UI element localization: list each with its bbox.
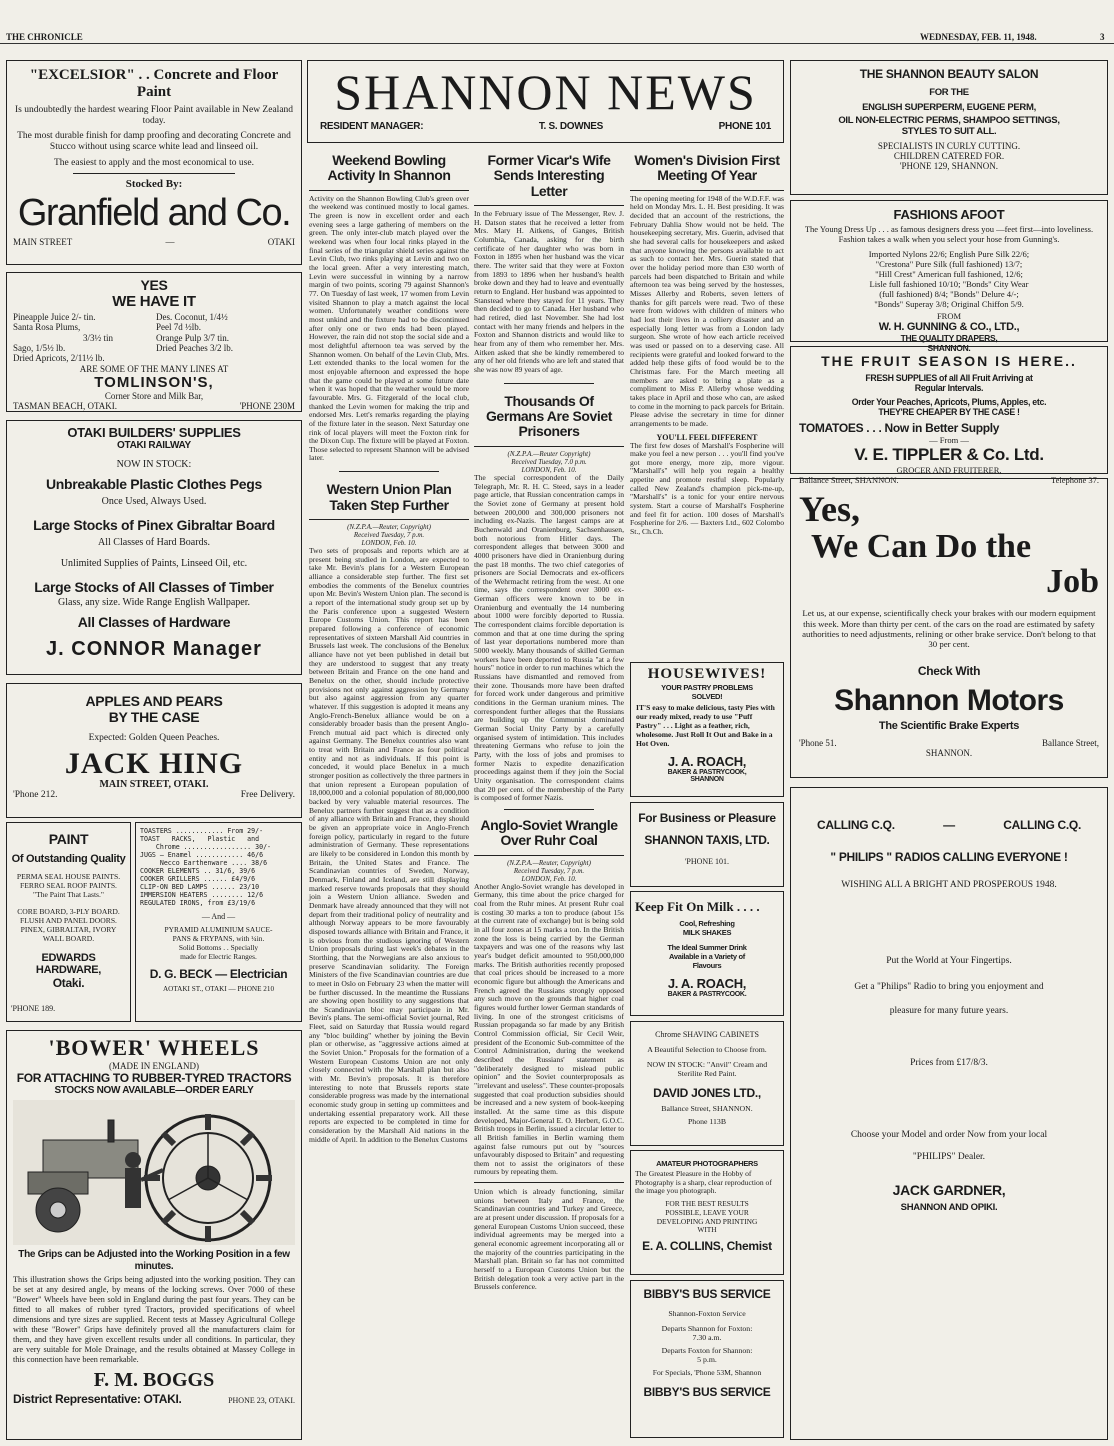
philips-dealer: "PHILIPS" Dealer.	[912, 1152, 986, 1162]
clothes-pegs: Unbreakable Plastic Clothes Pegs	[45, 476, 263, 492]
granfield-dash: —	[165, 237, 175, 248]
western-body: Two sets of proposals and reports which are at present being studied in London, are expected to take Mr. Bevin's plans for a Western European alliance a considerable step further. The first set embodies the comments of the Benelux countries upon Mr. Bevin's Western Union plan. The second is a report of the international study group set up by the Paris conference upon a suggested Western Europe Customs Union. This report has been prepared following a conference of economic representatives of sixteen Marshall Aid countries in Brussels last week. The conclusions of the Benelux alliance have not yet been published in detail but they are understood to suggest that any treaty between Britain and France on the one hand and Benelux on the other, should include protective provisions not only against aggression by Germany but also against aggression from any quarter whatever. If this suggestion is adopted it means any Anglo-French-Benelux alliance would be on a considerably broader basis than the present Anglo-French mutual aid pact which is directed only against Germany. The Benelux countries also want to treat with Britain and France as four political entity and not as individuals. If this point is conceded, it would place Benelux in a much stronger position as collectively the three partners in that union represent a European population of 18,000,000 and a colonial population of 80,000,000 backed by very valuable material resources. The Benelux partners further suggest that as a condition of any alliance with Britain and France, they should be given an appropriate voice in Anglo-French foreign policy, particularly in regard to the future administration of Germany. These representations are likely to be considered in London this month by Britain, the United States and France. The Scandinavian countries of Sweden, Norway, Denmark, Finland and Iceland, are still displaying marked reserve towards proposals that they should join a Western Union alliance. Sweden and Denmark have already announced that they will not depart from their traditional policy of neutrality and although Norway appears to be more favourably disposed towards alliance with Britain and France, it is obvious from the studious ignoring of Western Union proposals during last week's debates in the Storthing, that the Norwegians are also anxious to preserve Scandinavian solidarity. The Foreign Ministers of the five Scandinavian countries are due to meet in Oslo on February 23 when the matter will be further discussed. In the meantime the Russians are showing open hostility to any suggestions that the Scandinavian bloc may participate in Mr. Bevin's plans. The semi-official Soviet journal, Red Fleet, said on Saturday that Russia would regard any "bloc building" whether by joining the Bevin plan or otherwise, as "aggressive actions aimed at the Soviet Union." Proposals for the formation of a Western European Customs Union are not only closely connected with the Marshall plan but also with Mr. Bevin's proposals. It is therefore interesting to note that Brussels reports state considerable progress was made by the international economic study group in setting up committees and undertaking essential preparatory work. All these reports are expected to be completed in time for consideration by the Marshall Aid nations in the middle of April. In addition to the Benelux Customs	[309, 546, 469, 1144]
hard-boards: All Classes of Hard Boards.	[98, 537, 210, 548]
gardner-name: JACK GARDNER,	[892, 1182, 1006, 1198]
wdff-headline: Women's Division First Meeting Of Year	[630, 147, 784, 191]
item-coconut: Des. Coconut, 1/4½	[156, 312, 228, 322]
shannon-taxis-ad	[630, 802, 784, 887]
vicar-body: In the February issue of The Messenger, Rev. J. H. Datson states that he received a letter from Mrs. Mary H. Aitkens, of Ganges, British Columbia, Canada, asking for the birth certificate of her daughter who was born in Foxton in 1895 when her husband was the vicar there. The writer said that they were at Foxton from 1893 to 1896 when her husband's health broke down and they had to leave and eventually return to England. Her husband was appointed to Stanstead where they stayed for 11 years. They then decided to go to Canada. Her husband who had retired, died last November. She had lost contact with her many friends and helpers in the Foxton and Shannon districts and would like to hear from any of them who remember her. Mrs. Aitken asked that she be kindly remembered to any of her old friends who are left and stated that she was now 89 years of age.	[474, 209, 624, 374]
ruhr-received: Received Tuesday, 7 p.m.	[513, 866, 585, 875]
shannon-news-title: SHANNON NEWS	[334, 64, 757, 120]
foxton-time: 5 p.m.	[697, 1355, 717, 1364]
variety: Available in a Variety of	[668, 952, 745, 961]
granfield-town: OTAKI	[267, 237, 295, 248]
germans-dateline: (N.Z.P.A.—Reuter Copyright)	[507, 449, 591, 458]
taxis-phone: 'PHONE 101.	[684, 857, 730, 866]
brake-experts: The Scientific Brake Experts	[878, 719, 1020, 732]
shannon-time: 7.30 a.m.	[692, 1333, 722, 1342]
solved: SOLVED!	[691, 692, 723, 701]
shannon-motors-name: Shannon Motors	[834, 683, 1064, 717]
bibby-title-2: BIBBY'S BUS SERVICE	[643, 1385, 771, 1399]
gunning-ad	[790, 200, 1108, 354]
gunning-intro: The Young Dress Up . . . as famous designers dress you —feet first—into loveliness. Fashion takes a walk when you select your hose from Gunning's.	[804, 224, 1094, 244]
shannon-phone: PHONE 101	[718, 121, 771, 132]
pastry-problems: YOUR PASTRY PROBLEMS	[661, 683, 753, 692]
bibby-title: BIBBY'S BUS SERVICE	[643, 1287, 771, 1301]
district-rep: District Representative: OTAKI.	[13, 1392, 182, 1406]
resident-manager-label: RESIDENT MANAGER:	[320, 121, 424, 132]
bower-title: 'BOWER' WHEELS	[48, 1035, 260, 1060]
check-with: Check With	[917, 663, 981, 678]
hardware-classes: All Classes of Hardware	[77, 614, 231, 630]
roach-pastry-ad	[630, 662, 784, 797]
beauty-salon-ad	[790, 60, 1108, 195]
marshall-body: The first few doses of Marshall's Fospherine will make you feel a new person . . . you'll find you've got more energy, more zip, more vigour. "Marshall's" will help you regain a healthy appetite and promote restful sleep. Popularly called New Zealand's champion pick-me-up, "Marshall's" is a tonic for your entire nervous system. Start a course of Marshall's Fospherine and feel fit for action. 100 doses of Marshall's Fospherine for 2/6. — Baxters Ltd., 602 Colombo St., Ch.Ch.	[630, 440, 784, 537]
motors-body: Let us, at our expense, scientifically check your brakes with our modern equipment this week. More than thirty per cent. of the cars on the road are estimated by safety authorities to need adjustments, relining or other brake service. Don't belong to that 30 per cent.	[802, 608, 1096, 650]
tippler-address: Ballance Street, SHANNON.	[799, 475, 899, 485]
hing-phone: 'Phone 212.	[13, 790, 58, 800]
edwards-hardware-ad	[6, 822, 131, 1022]
beck-price-line: IMMERSION HEATERS ........ 12/6	[140, 891, 264, 900]
order-peaches: Order Your Peaches, Apricots, Plums, Apples, etc.	[851, 397, 1047, 407]
western-received: Received Tuesday, 7 p.m.	[353, 530, 425, 539]
job: Job	[1046, 563, 1099, 601]
marshall-headline: YOU'LL FEEL DIFFERENT	[656, 432, 758, 442]
paints-linseed: Unlimited Supplies of Paints, Linseed Oil, etc.	[60, 558, 248, 569]
item-sago: Sago, 1/5½ lb.	[13, 343, 66, 354]
shannon-news-header	[307, 60, 784, 143]
germans-place: LONDON, Feb. 10.	[521, 465, 577, 474]
shannon-taxis-name: SHANNON TAXIS, LTD.	[644, 833, 770, 847]
hing-address: MAIN STREET, OTAKI.	[99, 779, 209, 790]
edwards-phone: 'PHONE 189.	[11, 1003, 56, 1013]
motors-street: Ballance Street,	[1042, 737, 1099, 748]
fashions-afoot: FASHIONS AFOOT	[893, 207, 1005, 222]
beck-address: AOTAKI ST., OTAKI — PHONE 210	[162, 984, 275, 993]
salon-line-1: ENGLISH SUPERPERM, EUGENE PERM,	[862, 102, 1036, 113]
motors-town: SHANNON.	[925, 747, 973, 758]
housewives-heading: HOUSEWIVES!	[647, 666, 767, 682]
calling-cq-1: CALLING C.Q.	[817, 818, 895, 832]
hose-4: Lisle full fashioned 10/10; "Bonds" City Wear	[869, 278, 1029, 289]
jack-gardner-ad	[790, 787, 1108, 1440]
pyramid-3: Solid Bottoms . . Specially	[178, 943, 259, 953]
once-used: Once Used, Always Used.	[101, 496, 207, 507]
get-philips-1: Get a "Philips" Radio to bring you enjoyment and	[854, 982, 1044, 992]
calling-dash: —	[943, 818, 955, 832]
newspaper-name: THE CHRONICLE	[6, 32, 83, 42]
salon-line-3: STYLES TO SUIT ALL.	[901, 126, 997, 137]
hose-5: (full fashioned) 8/4; "Bonds" Delure 4/-;	[879, 289, 1019, 300]
granfield-street: MAIN STREET	[13, 237, 73, 248]
ruhr-body: Another Anglo-Soviet wrangle has developed in Germany, this time about the price charged for coal from the Ruhr mines. At present Ruhr coal is costing 30 marks a ton to produce (about 15s at the current rate of exchange) but is being sold in all four zones at 15 marks a ton. In the British zone the loss is being carried by the German taxpayers and was one of the reasons why last year's budget deficit amounted to 950,000,000 marks. The British authorities recently proposed that coal prices should be increased to a more economic figure but although the Americans and French agreed the Russians strongly opposed any such move on the grounds that higher coal figures would further lower German standards of living. In one of the strongest criticisms of Russian propaganda so far made by any British Control Commission official, Sir Cecil Weir, president of the Economic Sub-committee of the Control Administration, during the weekend described the Russians' statement as "deliberately designed to mislead public opinion" and the Soviet counterproposals as "irrelevant and useless". These counter-proposals suggested that coal production subsidies should be increased and a new system of book-keeping installed. At the same time as this dispute developed, Major-General E. O. Herbert, G.O.C. British troops in Berlin, issued a circular letter to all British families in Berlin warning them against false rumours put out by "sources unfavourably disposed to Britain" and requesting them not to assist the originators of these rumours by repeating them.	[474, 881, 624, 1177]
roach-trade-1: BAKER & PASTRYCOOK,	[667, 768, 747, 776]
beck-price-line: COOKER GRILLERS ...... £4/9/6	[140, 875, 256, 884]
roach-name-1: J. A. ROACH,	[667, 753, 747, 769]
specials-phone: For Specials, 'Phone 53M, Shannon	[652, 1368, 762, 1377]
item-pineapple: Pineapple Juice 2/- tin.	[13, 312, 96, 322]
outstanding-quality: Of Outstanding Quality	[11, 853, 126, 865]
wdff-body: The opening meeting for 1948 of the W.D.F.F. was held on Monday Mrs. L. H. Best presiding. It was decided that an account of the restrictions, the February Dahlia Show would not be held. The housekeeping secretary, Mrs. Guerin, advised that she had several calls for housekeepers and asked that anyone knowing the persons available to act as such to contact her. Mrs. Guerin stated that over the holiday period more than £30 worth of parcels had been dispatched to Britain and while afternoon tea was being served by the hostesses, Misses Allerby and Roberts, seven letters of thanks for gift parcels were read. Two of these were from widows with children of miners who had lost their lives in a colliery disaster and an especially long letter was from a London lady surgeon. She wrote of how each article received was used or passed on to a deserving case. All recipients were grateful and looked forward to the added help these gifts of food would be to the Christmas fare. For the March meeting all members are asked to bring a plate as a compliment to Miss P. Allerby whose wedding takes place in April and those who can, are asked to come in the morning to pack parcels for Britain. Please advise the secretary in time for dinner arrangements to be made.	[630, 193, 785, 428]
excelsior-title: "EXCELSIOR" . . Concrete and Floor Paint	[29, 67, 279, 100]
developing: DEVELOPING AND PRINTING	[656, 1216, 758, 1226]
tomatoes: TOMATOES . . . Now in Better Supply	[799, 421, 1000, 435]
get-philips-2: pleasure for many future years.	[889, 1006, 1009, 1016]
david-jones-name: DAVID JONES LTD.,	[653, 1086, 761, 1100]
bibby-bus-ad	[630, 1280, 784, 1438]
western-place: LONDON, Feb. 10.	[361, 539, 417, 547]
beck-price-line: TOAST RACKS, Plastic and	[140, 835, 260, 844]
fruit-season: THE FRUIT SEASON IS HERE..	[821, 353, 1077, 369]
edwards-town: Otaki.	[52, 975, 85, 990]
roach-name-2: J. A. ROACH,	[667, 976, 747, 991]
philips-radios: " PHILIPS " RADIOS CALLING EVERYONE !	[830, 850, 1068, 864]
djones-phone: Phone 113B	[687, 1117, 727, 1126]
salon-line-2: OIL NON-ELECTRIC PERMS, SHAMPOO SETTINGS,	[838, 115, 1060, 126]
collins-name: E. A. COLLINS, Chemist	[642, 1239, 772, 1254]
tomlinson-beach: TASMAN BEACH, OTAKI.	[13, 400, 118, 411]
keep-fit-heading: Keep Fit On Milk . . . .	[635, 899, 760, 914]
jack-hing-ad	[6, 683, 302, 818]
excelsior-line-1: Is undoubtedly the hardest wearing Floor Paint available in New Zealand today.	[14, 105, 294, 127]
builders-title: OTAKI BUILDERS' SUPPLIES	[67, 425, 241, 440]
beautiful-selection: A Beautiful Selection to Choose from.	[647, 1045, 767, 1054]
bowling-body: Activity on the Shannon Bowling Club's green over the weekend was continued mostly to local games. The green is now in excellent order and each evening sees a large gathering of members on the green. The only inter-club match played over the weekend was when four local rinks played in the final series of the triangular shield series against the Levin Club, two rinks playing at Levin and two on the local green. After a very interesting match, Levin were successful in winning by a narrow margin of two points, scoring 79 against Shannon's 77. On Tuesday of last week, 17 women from Levin visited Shannon to play a match against the local women. Unfortunately weather conditions were most unkind and the fixture had to be discontinued after only one or two ends had been played. However, the rain did not stop the social side and a most delightful afternoon tea was served by the Shannon women. On behalf of the Levin Club, Mrs. Lett extended thanks to the local women for the most enjoyable afternoon and expressed the hope that the game could be played at some future date when it was hoped that the weather would be more favourable. Mrs. G. Fitzgerald of the local club, thanked the Levin women for making the trip and endorsed Mrs. Lett's remarks regarding the playing of the fixture later in the season. Next Saturday one rink of local players will meet the Foxton rink for the Dixon Cup. The fixture will be played at Foxton. Those selected to represent Shannon will be advised later.	[309, 193, 469, 463]
tractor-wheel-illustration	[13, 1100, 295, 1245]
more-lines: ARE SOME OF THE MANY LINES AT	[79, 363, 229, 374]
edwards-name: EDWARDS HARDWARE,	[35, 951, 102, 976]
granfield-name: Granfield and Co.	[17, 191, 291, 234]
tippler-name: V. E. TIPPLER & Co. Ltd.	[854, 445, 1044, 464]
pinex-board: Large Stocks of Pinex Gibraltar Board	[33, 517, 275, 533]
item-orange: Orange Pulp 3/7 tin.	[156, 332, 229, 343]
regular-intervals: Regular Intervals.	[914, 383, 984, 393]
benelux-continuation: Union which is already functioning, similar unions between Italy and France, the Scandinavian countries and Turkey and Greece, are at present under discussion. If proposals for a general European Customs Union succeed, these individual agreements may be merged into a general economic agreement incorporating all or the majority of the countries participating in the Marshall plan. Britain so far has not committed herself to a European Customs Union but the British delegation took a very active part in the Brussels conference.	[474, 1187, 624, 1292]
we-have-it-heading: WE HAVE IT	[112, 293, 196, 310]
now-in-stock: NOW IN STOCK:	[116, 459, 192, 470]
item-plums-price: 3/3½ tin	[83, 332, 114, 343]
stocked-by-label: Stocked By:	[125, 177, 183, 190]
beck-price-line: Necco Earthenware .... 38/6	[140, 859, 268, 868]
resident-manager-name: T. S. DOWNES	[538, 121, 604, 132]
and-separator: — And —	[201, 912, 236, 922]
hose-6: "Bonds" Superay 3/8; Original Chiffon 5/9.	[874, 299, 1024, 310]
pinex-ivory: PINEX, GIBRALTAR, IVORY	[20, 924, 117, 934]
shannon-motors-ad	[790, 478, 1108, 778]
gunning-town: SHANNON.	[927, 343, 971, 354]
by-the-case: BY THE CASE	[108, 709, 200, 725]
with: WITH	[697, 1225, 717, 1235]
bower-wheels-ad	[6, 1030, 302, 1440]
wishing-all: WISHING ALL A BRIGHT AND PROSPEROUS 1948.	[841, 880, 1057, 890]
jack-hing-name: JACK HING	[64, 747, 244, 780]
glass-wallpaper: Glass, any size. Wide Range English Wallpaper.	[58, 597, 250, 608]
boggs-phone: PHONE 23, OTAKI.	[228, 1396, 295, 1405]
builders-sub: OTAKI RAILWAY	[117, 440, 191, 451]
tractor-wheel-icon	[144, 1114, 272, 1242]
djones-address: Ballance Street, SHANNON.	[661, 1104, 753, 1113]
salon-title: THE SHANNON BEAUTY SALON	[859, 67, 1039, 81]
cool-refreshing: Cool, Refreshing	[679, 919, 735, 928]
hing-delivery: Free Delivery.	[240, 790, 295, 800]
made-in-england: (MADE IN ENGLAND)	[109, 1061, 199, 1071]
put-the-world: Put the World at Your Fingertips.	[886, 956, 1012, 966]
news-column-3	[630, 147, 784, 1440]
wall-board: WALL BOARD.	[42, 933, 95, 943]
germans-body: The special correspondent of the Daily Telegraph, Mr. R. H. C. Steed, says in a leader page article, that Russian concentration camps in the Soviet zone of Germany at present hold between 200,000 and 300,000 prisoners not including ex-Nazis. The largest camps are at Buchenwald and Oranienburg, Sachsenhausen, both notorious from Hitler days. The correspondent alleges that between 3000 and 4000 prisoners have died in Oranienburg during the past 18 months. The two chief categories of prisoners are Social Democrats and ex-officers of the Wehrmacht retiring from the west. At one time, says the correspondent over 3000 ex-German officers were known to be in Oranienburg and eventually the 14 numbering about 1000 were forcibly deported to Russia. The correspondent claims forcible deportation is common and that at one time during the spring of last year deportations numbered more than 5000 weekly. Many thousands of skilled German workers have been deported to Russia "at a few hours" notice in order to run machines which the Russians have dismantled and removed from their zone. Thousands more have been drafted for forced work under dangerous and primitive conditions in the German uranium mines. The correspondent further alleges that the Russians are building up the Communist dominated German Social Unity Party by a carefully organised system of intimidation. This includes threatening Germans who refuse to join the Party, with the loss of jobs and promises to former Nazis to expedite denazification proceedings against them if they join the Social Unity organisation. The correspondent claims that 20 per cent. of the membership of the Party is composed of former Nazis.	[474, 472, 624, 803]
excelsior-ad	[6, 60, 302, 265]
salon-line-5: CHILDREN CATERED FOR.	[893, 151, 1005, 161]
shannon-foxton-service: Shannon-Foxton Service	[668, 1309, 746, 1318]
beck-price-line: COOKER ELEMENTS .. 31/6, 39/6	[140, 867, 256, 876]
leave-your: POSSIBLE, LEAVE YOUR	[665, 1207, 749, 1217]
ruhr-dateline: (N.Z.P.A.—Reuter, Copyright)	[507, 858, 591, 867]
bower-body: This illustration shows the Grips being adjusted into the working position. They can be set at any desired angle, by means of the locking screws. Over 7000 of these "Bower" Wheels have been sold in England during the past four years. They can be fitted to all makes of rubber tyred Tractors, provided specifications of wheel dimensions and tyre sizes are supplied. Recent tests at Massey Agricultural College with these "Bower" Grips have definitely proved all the manufacturers claim for them, and they have given excellent results under all conditions. In particular, they are very suitable for Mole Drainage, and the results obtained at Massey College in this connection have been remarkable.	[13, 1275, 295, 1364]
best-results: FOR THE BEST RESULTS	[665, 1199, 749, 1209]
western-union-headline: Western Union Plan Taken Step Further	[309, 480, 469, 520]
hose-3: "Hill Crest" American full fashioned, 12/6;	[875, 268, 1023, 279]
item-peaches: Dried Peaches 3/2 lb.	[156, 343, 233, 354]
hose-2: "Crestona" Pure Silk (full fashioned) 13/7;	[875, 258, 1023, 269]
can-do-the: We Can Do the	[811, 527, 1032, 565]
apples-pears: APPLES AND PEARS	[85, 693, 223, 709]
boggs-name: F. M. BOGGS	[93, 1369, 215, 1391]
motors-phone: 'Phone 51.	[799, 737, 837, 748]
summer-drink: The Ideal Summer Drink	[667, 943, 747, 952]
roach-trade-2: BAKER & PASTRYCOOK.	[667, 991, 747, 998]
calling-cq-2: CALLING C.Q.	[1003, 818, 1081, 832]
beck-name: D. G. BECK — Electrician	[149, 966, 288, 981]
bower-for: FOR ATTACHING TO RUBBER-TYRED TRACTORS	[16, 1071, 292, 1085]
quality-drapers: THE QUALITY DRAPERS,	[900, 333, 998, 344]
beck-electrician-ad	[135, 822, 302, 1022]
photo-body: The Greatest Pleasure in the Hobby of Photography is a sharp, clear reproduction of the image you photograph.	[635, 1169, 772, 1196]
gardner-town: SHANNON AND OPIKI.	[900, 1202, 998, 1213]
page-number: 3	[1100, 32, 1105, 42]
prices-from: Prices from £17/8/3.	[910, 1058, 988, 1068]
salon-for: FOR THE	[929, 87, 969, 98]
news-column-2	[474, 147, 624, 1440]
gunning-name: W. H. GUNNING & CO., LTD.,	[878, 321, 1020, 334]
paint-that-lasts: "The Paint That Lasts."	[32, 889, 105, 899]
beck-price-list	[140, 827, 297, 907]
beck-price-line: REGULATED IRONS, from £3/19/6	[140, 899, 256, 908]
vicar-headline: Former Vicar's Wife Sends Interesting Letter	[474, 147, 624, 206]
news-column-1	[309, 147, 469, 1440]
david-jones-ad	[630, 1021, 784, 1146]
salon-line-6: 'PHONE 129, SHANNON.	[899, 161, 999, 171]
business-pleasure: For Business or Pleasure	[638, 811, 776, 825]
item-peel: Peel 7d ½lb.	[156, 322, 201, 333]
flush-doors: FLUSH AND PANEL DOORS.	[20, 915, 117, 925]
fresh-supplies: FRESH SUPPLIES of all All Fruit Arriving at	[865, 373, 1033, 383]
beck-price-line: TOASTERS ............ From 29/-	[140, 827, 264, 835]
pyramid-1: PYRAMID ALUMINIUM SAUCE-	[164, 925, 273, 935]
core-board: CORE BOARD, 3-PLY BOARD.	[17, 906, 120, 916]
bower-stocks: STOCKS NOW AVAILABLE—ORDER EARLY	[54, 1085, 254, 1096]
flavours: Flavours	[692, 961, 722, 970]
tomlinson-ad	[6, 272, 302, 412]
cheaper-case: THEY'RE CHEAPER BY THE CASE !	[878, 407, 1020, 417]
tippler-phone: Telephone 37.	[1050, 475, 1099, 485]
yes-heading-motors: Yes,	[799, 489, 860, 529]
pyramid-2: PANS & FRYPANS, with ¼in.	[172, 934, 265, 944]
roach-town-1: SHANNON	[690, 775, 724, 783]
excelsior-line-3: The easiest to apply and the most economical to use.	[54, 157, 254, 168]
amateur-photographers: AMATEUR PHOTOGRAPHERS	[656, 1159, 758, 1168]
grocer-fruiterer: GROCER AND FRUITERER,	[896, 465, 1002, 475]
beck-price-line: CLIP-ON BED LAMPS ...... 23/10	[140, 883, 260, 892]
western-dateline: (N.Z.P.A.—Reuter, Copyright)	[347, 522, 431, 531]
golden-queen: Expected: Golden Queen Peaches.	[88, 733, 220, 743]
connor-manager: J. CONNOR Manager	[46, 638, 262, 660]
page-masthead	[0, 30, 1114, 44]
item-apricots: Dried Apricots, 2/11½ lb.	[13, 353, 105, 364]
hose-1: Imported Nylons 22/6; English Pure Silk 22/6;	[868, 248, 1030, 259]
anvil-cream: NOW IN STOCK: "Anvil" Cream and Sterilite Red Paint.	[646, 1060, 768, 1078]
ruhr-headline: Anglo-Soviet Wrangle Over Ruhr Coal	[474, 816, 624, 856]
beck-price-line: Chrome ................. 30/-	[140, 843, 272, 852]
tomlinson-name: TOMLINSON'S,	[94, 373, 214, 391]
pyramid-4: made for Electric Ranges.	[180, 951, 257, 961]
choose-model: Choose your Model and order Now from your local	[850, 1130, 1048, 1140]
builders-supplies-ad	[6, 420, 302, 675]
beck-price-line: JUGS — Enamel ............ 46/6	[140, 851, 264, 860]
roach-milk-ad	[630, 891, 784, 1016]
departs-foxton: Departs Foxton for Shannon:	[661, 1346, 753, 1355]
excelsior-line-2: The most durable finish for damp proofing and decorating Concrete and Stucco without using scarce white lead and linseed oil.	[17, 130, 291, 153]
tippler-from: — From —	[929, 435, 969, 445]
shaving-cabinets: Chrome SHAVING CABINETS	[655, 1030, 759, 1039]
timber-stocks: Large Stocks of All Classes of Timber	[34, 579, 274, 595]
tomlinson-address: Corner Store and Milk Bar,	[104, 390, 204, 401]
ferro-seal: FERRO SEAL ROOF PAINTS.	[20, 880, 117, 890]
bowling-headline: Weekend Bowling Activity In Shannon	[309, 147, 469, 191]
salon-line-4: SPECIALISTS IN CURLY CUTTING.	[877, 141, 1021, 151]
tippler-ad	[790, 346, 1108, 485]
issue-date: WEDNESDAY, FEB. 11, 1948.	[920, 32, 1037, 42]
ruhr-place: LONDON, Feb. 10.	[521, 874, 577, 883]
departs-shannon: Departs Shannon for Foxton:	[661, 1324, 753, 1333]
germans-received: Received Tuesday, 7.0 p.m.	[511, 457, 587, 466]
item-plums: Santa Rosa Plums,	[13, 322, 81, 333]
tomlinson-phone: 'PHONE 230M	[239, 400, 295, 411]
perma-seal: PERMA SEAL HOUSE PAINTS.	[16, 872, 121, 881]
milk-shakes: MILK SHAKES	[682, 928, 732, 937]
collins-chemist-ad	[630, 1150, 784, 1275]
gunning-from: FROM	[936, 311, 962, 322]
bower-caption: The Grips can be Adjusted into the Working Position in a few minutes.	[18, 1249, 290, 1272]
paint-heading: PAINT	[48, 831, 89, 847]
pastry-body: IT'S easy to make delicious, tasty Pies with our ready mixed, ready to use "Puff Pastry" . . . Light as a feather, rich, wholesome. Just Roll It Out and Bake in a Hot Oven.	[636, 703, 775, 748]
germans-headline: Thousands Of Germans Are Soviet Prisoners	[474, 392, 624, 447]
yes-heading: YES	[140, 277, 168, 293]
